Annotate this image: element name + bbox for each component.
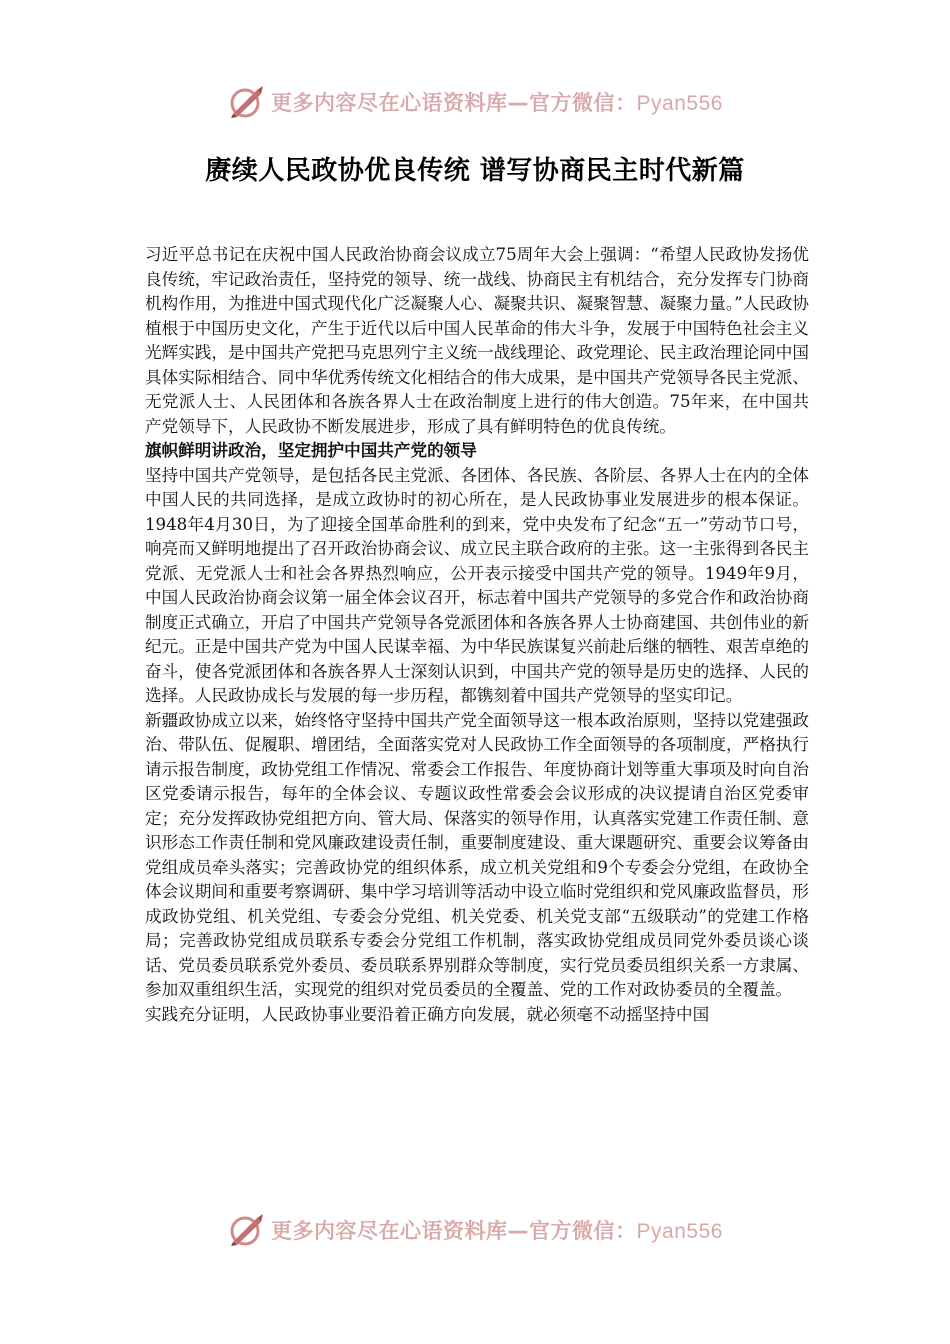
watermark-text: 更多内容尽在心语资料库—官方微信：Pyan556 [271, 1219, 723, 1243]
intro-paragraph: 习近平总书记在庆祝中国人民政治协商会议成立75周年大会上强调：“希望人民政协发扬优良传统，牢记政治责任，坚持党的领导、统一战线、协商民主有机结合，充分发挥专门协商机构作用，为推进中国式现代化广泛凝聚人心、凝聚共识、凝聚智慧、凝聚力量。”人民政协植根于中国历史文化，产生于近代以后中国人民革命的伟大斗争，发展于中国特色社会主义光辉实践，是中国共产党把马克思列宁主义统一战线理论、政党理论、民主政治理论同中国具体实际相结合、同中华优秀传统文化相结合的伟大成果，是中国共产党领导各民主党派、无党派人士、人民团体和各族各界人士在政治制度上进行的伟大创造。75年来，在中国共产党领导下，人民政协不断发展进步，形成了具有鲜明特色的优良传统。 [145, 245, 809, 436]
watermark-wechat-id: Pyan556 [636, 92, 723, 115]
body-paragraph: 新疆政协成立以来，始终恪守坚持中国共产党全面领导这一根本政治原则，坚持以党建强政治、带队伍、促履职、增团结，全面落实党对人民政协工作全面领导的各项制度，严格执行请示报告制度，政协党组工作情况、常委会工作报告、年度协商计划等重大事项及时向自治区党委请示报告，每年的全体会议、专题议政性常委会会议形成的决议提请自治区党委审定；充分发挥政协党组把方向、管大局、保落实的领导作用，认真落实党建工作责任制、意识形态工作责任制和党风廉政建设责任制，重要制度建设、重大课题研究、重要会议筹备由党组成员牵头落实；完善政协党的组织体系，成立机关党组和9个专委会分党组，在政协全体会议期间和重要考察调研、集中学习培训等活动中设立临时党组织和党风廉政监督员，形成政协党组、机关党组、专委会分党组、机关党委、机关党支部“五级联动”的党建工作格局；完善政协党组成员联系专委会分党组工作机制，落实政协党组成员同党外委员谈心谈话、党员委员联系党外委员、委员联系界别群众等制度，实行党员委员组织关系一方隶属、参加双重组织生活，实现党的组织对党员委员的全覆盖、党的工作对政协委员的全覆盖。 [145, 710, 809, 999]
watermark-text: 更多内容尽在心语资料库—官方微信：Pyan556 [271, 91, 723, 115]
document-body [145, 243, 809, 1027]
pen-logo-icon [227, 1212, 267, 1248]
pen-logo-icon [227, 84, 267, 120]
watermark-wechat-id: Pyan556 [636, 1220, 723, 1243]
watermark-banner-bottom [0, 1208, 950, 1252]
document-title: 赓续人民政协优良传统 谱写协商民主时代新篇 [205, 156, 745, 186]
body-paragraph: 坚持中国共产党领导，是包括各民主党派、各团体、各民族、各阶层、各界人士在内的全体中国人民的共同选择，是成立政协时的初心所在，是人民政协事业发展进步的根本保证。1948年4月30日，为了迎接全国革命胜利的到来，党中央发布了纪念“五一”劳动节口号，响亮而又鲜明地提出了召开政治协商会议、成立民主联合政府的主张。这一主张得到各民主党派、无党派人士和社会各界热烈响应，公开表示接受中国共产党的领导。1949年9月，中国人民政治协商会议第一届全体会议召开，标志着中国共产党领导的多党合作和政治协商制度正式确立，开启了中国共产党领导各党派团体和各族各界人士协商建国、共创伟业的新纪元。正是中国共产党为中国人民谋幸福、为中华民族谋复兴前赴后继的牺牲、艰苦卓绝的奋斗，使各党派团体和各族各界人士深刻认识到，中国共产党的领导是历史的选择、人民的选择。人民政协成长与发展的每一步历程，都镌刻着中国共产党领导的坚实印记。 [145, 465, 809, 705]
section-heading: 旗帜鲜明讲政治，坚定拥护中国共产党的领导 [145, 441, 477, 460]
body-paragraph: 实践充分证明，人民政协事业要沿着正确方向发展，就必须毫不动摇坚持中国 [145, 1004, 710, 1024]
watermark-banner-top [0, 80, 950, 124]
